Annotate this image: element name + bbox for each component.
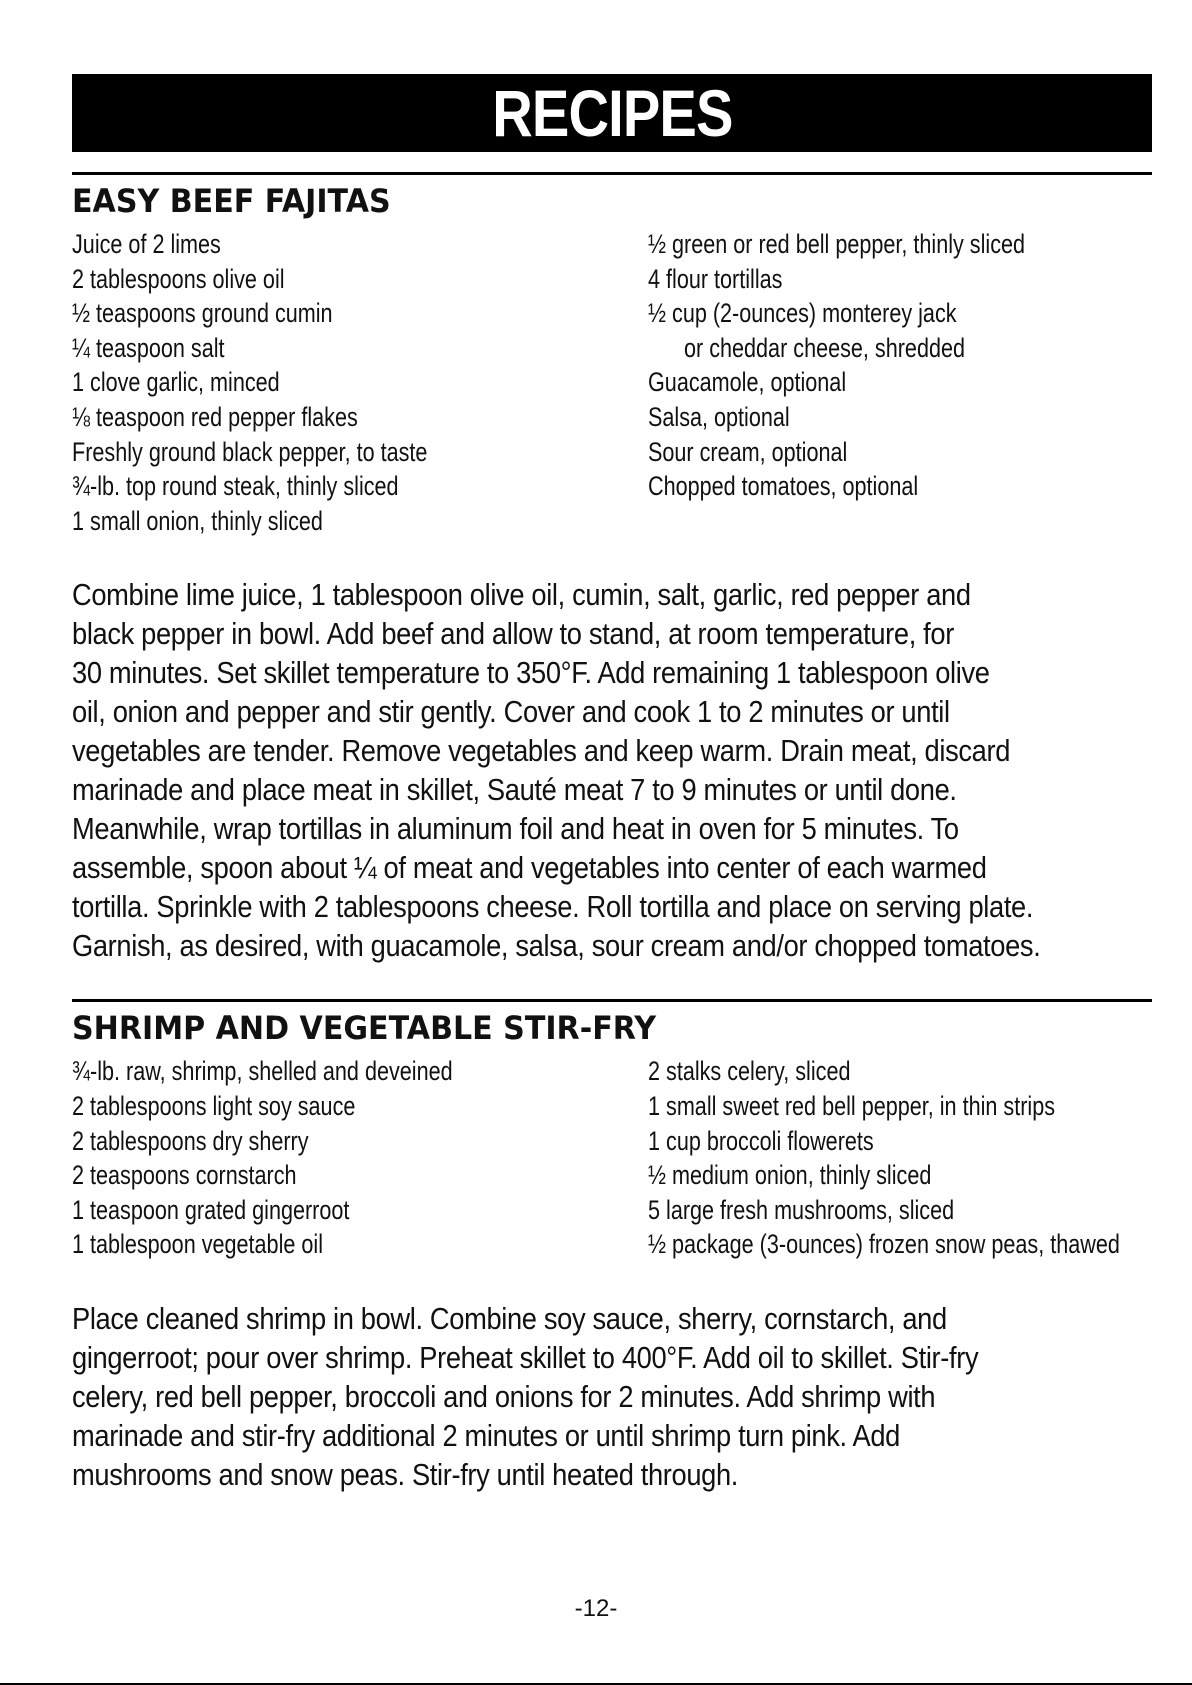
ingredients-left-column [72, 227, 648, 538]
ingredient-item: 4 flour tortillas [648, 263, 783, 294]
ingredient-item: Juice of 2 limes [72, 229, 221, 259]
ingredient-item: 1 tablespoon vegetable oil [72, 1229, 323, 1260]
ingredient-item: ¾-lb. raw, shrimp, shelled and deveined [72, 1056, 453, 1087]
directions-line: black pepper in bowl. Add beef and allow to stand, at room temperature, for [72, 616, 954, 652]
ingredients-right-column [648, 227, 1152, 538]
section-divider [72, 172, 1152, 175]
directions-line: marinade and stir-fry additional 2 minutes or until shrimp turn pink. Add [72, 1417, 900, 1453]
ingredient-item: 1 teaspoon grated gingerroot [72, 1194, 350, 1225]
ingredient-item: ¼ teaspoon salt [72, 332, 225, 363]
directions-line: marinade and place meat in skillet, Sauté meat 7 to 9 minutes or until done. [72, 771, 957, 807]
ingredient-item: ⅛ teaspoon red pepper flakes [72, 401, 358, 432]
ingredient-item: Freshly ground black pepper, to taste [72, 436, 428, 467]
ingredient-item: Salsa, optional [648, 401, 790, 432]
ingredient-item: 2 stalks celery, sliced [648, 1056, 851, 1087]
recipe-title: SHRIMP AND VEGETABLE STIR-FRY [72, 1009, 657, 1048]
directions-line: gingerroot; pour over shrimp. Preheat skillet to 400°F. Add oil to skillet. Stir-fry [72, 1339, 979, 1375]
ingredient-item: 2 tablespoons olive oil [72, 263, 285, 294]
directions-line: Place cleaned shrimp in bowl. Combine soy sauce, sherry, cornstarch, and [72, 1300, 947, 1336]
directions-line: mushrooms and snow peas. Stir-fry until heated through. [72, 1456, 739, 1492]
ingredient-item: 1 clove garlic, minced [72, 367, 280, 398]
ingredient-item-continued: or cheddar cheese, shredded [684, 332, 965, 363]
ingredient-item: ½ green or red bell pepper, thinly sliced [648, 229, 1026, 259]
ingredient-item: 1 small sweet red bell pepper, in thin strips [648, 1091, 1056, 1121]
directions-line: assemble, spoon about ¼ of meat and vegetables into center of each warmed [72, 849, 987, 885]
ingredient-item: 1 cup broccoli flowerets [648, 1125, 874, 1156]
directions-line: Combine lime juice, 1 tablespoon olive oil, cumin, salt, garlic, red pepper and [72, 577, 971, 613]
ingredient-item: 5 large fresh mushrooms, sliced [648, 1194, 955, 1225]
page-title: RECIPES [491, 76, 733, 150]
recipe-directions [72, 576, 1152, 965]
ingredient-item: Chopped tomatoes, optional [648, 471, 919, 502]
directions-line: vegetables are tender. Remove vegetables and keep warm. Drain meat, discard [72, 732, 1011, 768]
ingredient-item: 2 tablespoons light soy sauce [72, 1091, 356, 1121]
directions-line: tortilla. Sprinkle with 2 tablespoons cheese. Roll tortilla and place on serving plate. [72, 888, 1034, 924]
ingredient-item: ½ teaspoons ground cumin [72, 298, 333, 329]
recipe-directions [72, 1300, 1152, 1495]
section-divider [72, 999, 1152, 1002]
ingredients-left-column [72, 1054, 648, 1262]
ingredients-list [72, 1054, 1152, 1262]
ingredient-item: ½ package (3-ounces) frozen snow peas, thawed [648, 1229, 1120, 1260]
recipe-page [72, 74, 1152, 1495]
directions-line: celery, red bell pepper, broccoli and onions for 2 minutes. Add shrimp with [72, 1378, 936, 1414]
directions-line: Garnish, as desired, with guacamole, salsa, sour cream and/or chopped tomatoes. [72, 927, 1041, 963]
recipe-title: EASY BEEF FAJITAS [72, 182, 391, 220]
page-number: -12- [574, 1595, 618, 1622]
ingredient-item: ¾-lb. top round steak, thinly sliced [72, 471, 399, 502]
directions-line: 30 minutes. Set skillet temperature to 350°F. Add remaining 1 tablespoon olive [72, 655, 990, 691]
directions-line: Meanwhile, wrap tortillas in aluminum foil and heat in oven for 5 minutes. To [72, 810, 959, 846]
ingredient-item: 2 teaspoons cornstarch [72, 1160, 297, 1191]
ingredient-item: 2 tablespoons dry sherry [72, 1125, 309, 1156]
ingredient-item: Guacamole, optional [648, 367, 847, 398]
ingredient-item: ½ cup (2-ounces) monterey jack [648, 298, 957, 329]
ingredients-right-column [648, 1054, 1152, 1262]
ingredient-item: ½ medium onion, thinly sliced [648, 1160, 932, 1191]
directions-line: oil, onion and pepper and stir gently. Cover and cook 1 to 2 minutes or until [72, 694, 950, 730]
ingredient-item: 1 small onion, thinly sliced [72, 505, 323, 536]
page-title-banner [72, 74, 1152, 152]
ingredients-list [72, 227, 1152, 538]
ingredient-item: Sour cream, optional [648, 436, 848, 467]
